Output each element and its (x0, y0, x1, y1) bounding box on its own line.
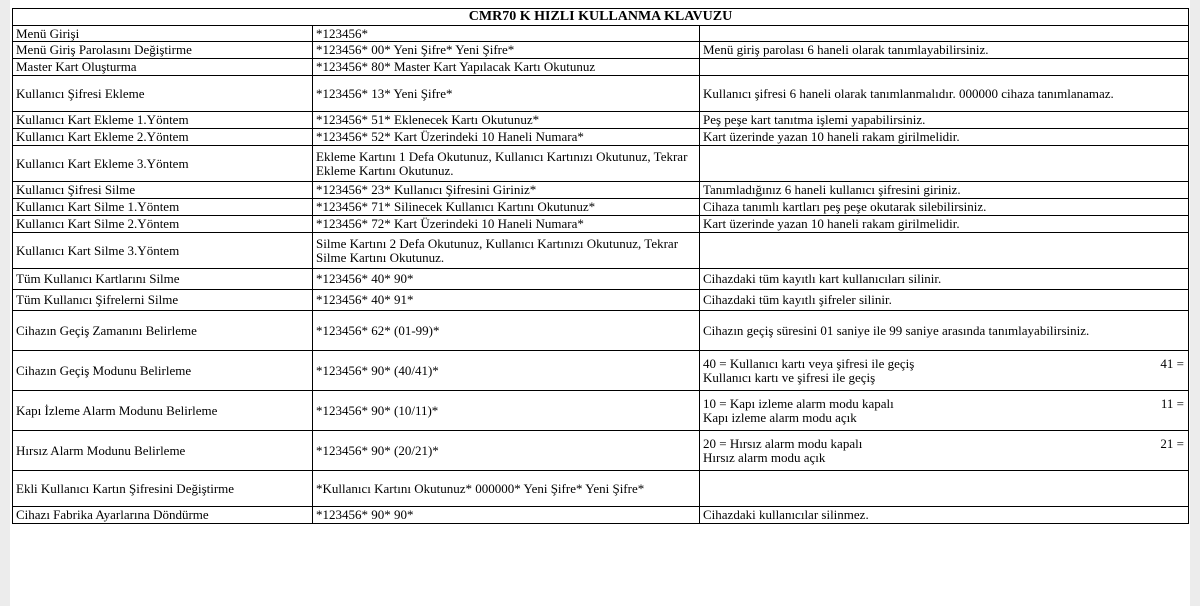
table-title: CMR70 K HIZLI KULLANMA KLAVUZU (13, 9, 1189, 26)
row-name: Menü Giriş Parolasını Değiştirme (13, 42, 313, 59)
row-code: *123456* 52* Kart Üzerindeki 10 Haneli Numara* (313, 129, 700, 146)
row-code: *Kullanıcı Kartını Okutunuz* 000000* Yeni Şifre* Yeni Şifre* (313, 471, 700, 507)
row-code: *123456* 40* 91* (313, 290, 700, 311)
row-note (700, 351, 1189, 391)
row-code: *123456* 00* Yeni Şifre* Yeni Şifre* (313, 42, 700, 59)
row-code: *123456* 40* 90* (313, 269, 700, 290)
row-code: *123456* 72* Kart Üzerindeki 10 Haneli Numara* (313, 216, 700, 233)
table-row (13, 146, 1189, 182)
mode-option-a: 10 = Kapı izleme alarm modu kapalı (703, 395, 894, 411)
row-note (700, 391, 1189, 431)
table-row (13, 269, 1189, 290)
row-code: *123456* 51* Eklenecek Kartı Okutunuz* (313, 112, 700, 129)
row-name: Kapı İzleme Alarm Modunu Belirleme (13, 391, 313, 431)
table-row (13, 42, 1189, 59)
page-margin-right (1190, 0, 1200, 606)
table-row (13, 112, 1189, 129)
row-name: Kullanıcı Kart Silme 1.Yöntem (13, 199, 313, 216)
row-note (700, 233, 1189, 269)
row-name: Kullanıcı Şifresi Ekleme (13, 76, 313, 112)
row-note: Cihazdaki kullanıcılar silinmez. (700, 507, 1189, 524)
row-code: *123456* 90* 90* (313, 507, 700, 524)
table-row (13, 507, 1189, 524)
row-note: Peş peşe kart tanıtma işlemi yapabilirsiniz. (700, 112, 1189, 129)
row-code: *123456* 71* Silinecek Kullanıcı Kartını Okutunuz* (313, 199, 700, 216)
mode-option-a: 20 = Hırsız alarm modu kapalı (703, 435, 863, 451)
mode-option-b: Kullanıcı kartı ve şifresi ile geçiş (703, 369, 876, 385)
table-row (13, 233, 1189, 269)
row-note: Kart üzerinde yazan 10 haneli rakam girilmelidir. (700, 129, 1189, 146)
table-row (13, 59, 1189, 76)
row-name: Menü Girişi (13, 26, 313, 42)
row-name: Tüm Kullanıcı Kartlarını Silme (13, 269, 313, 290)
row-name: Kullanıcı Kart Ekleme 2.Yöntem (13, 129, 313, 146)
row-note (700, 471, 1189, 507)
row-note: Tanımladığınız 6 haneli kullanıcı şifresini giriniz. (700, 182, 1189, 199)
row-code: *123456* 23* Kullanıcı Şifresini Giriniz* (313, 182, 700, 199)
row-name: Ekli Kullanıcı Kartın Şifresini Değiştirme (13, 471, 313, 507)
table-row (13, 311, 1189, 351)
row-note (700, 59, 1189, 76)
table-row (13, 182, 1189, 199)
table-row (13, 431, 1189, 471)
row-name: Kullanıcı Şifresi Silme (13, 182, 313, 199)
page-margin-left (0, 0, 10, 606)
mode-option-a: 40 = Kullanıcı kartı veya şifresi ile geçiş (703, 355, 915, 371)
row-name: Hırsız Alarm Modunu Belirleme (13, 431, 313, 471)
row-code: *123456* 62* (01-99)* (313, 311, 700, 351)
row-code: *123456* 80* Master Kart Yapılacak Kartı Okutunuz (313, 59, 700, 76)
table-row (13, 76, 1189, 112)
table-row (13, 290, 1189, 311)
row-code: *123456* 90* (10/11)* (313, 391, 700, 431)
row-code: Silme Kartını 2 Defa Okutunuz, Kullanıcı Kartınızı Okutunuz, Tekrar Silme Kartını Okutunuz. (313, 233, 700, 269)
row-name: Cihazın Geçiş Zamanını Belirleme (13, 311, 313, 351)
table-row (13, 199, 1189, 216)
row-note: Cihazın geçiş süresini 01 saniye ile 99 saniye arasında tanımlayabilirsiniz. (700, 311, 1189, 351)
row-note: Kart üzerinde yazan 10 haneli rakam girilmelidir. (700, 216, 1189, 233)
row-code: *123456* (313, 26, 700, 42)
row-code: Ekleme Kartını 1 Defa Okutunuz, Kullanıcı Kartınızı Okutunuz, Tekrar Ekleme Kartını Okutunuz. (313, 146, 700, 182)
table-row (13, 216, 1189, 233)
row-name: Kullanıcı Kart Ekleme 3.Yöntem (13, 146, 313, 182)
mode-option-b-code: 11 = (1160, 395, 1185, 411)
mode-option-b-code: 41 = (1160, 355, 1185, 371)
quick-guide-table (12, 8, 1189, 524)
row-name: Cihazı Fabrika Ayarlarına Döndürme (13, 507, 313, 524)
row-name: Kullanıcı Kart Silme 2.Yöntem (13, 216, 313, 233)
row-note (700, 26, 1189, 42)
table-row (13, 391, 1189, 431)
table-row (13, 471, 1189, 507)
row-note: Kullanıcı şifresi 6 haneli olarak tanımlanmalıdır. 000000 cihaza tanımlanamaz. (700, 76, 1189, 112)
table-row (13, 26, 1189, 42)
row-note (700, 431, 1189, 471)
row-note: Cihaza tanımlı kartları peş peşe okutarak silebilirsiniz. (700, 199, 1189, 216)
row-note: Cihazdaki tüm kayıtlı kart kullanıcıları silinir. (700, 269, 1189, 290)
row-name: Kullanıcı Kart Silme 3.Yöntem (13, 233, 313, 269)
row-name: Kullanıcı Kart Ekleme 1.Yöntem (13, 112, 313, 129)
mode-option-b: Hırsız alarm modu açık (703, 449, 826, 465)
row-name: Cihazın Geçiş Modunu Belirleme (13, 351, 313, 391)
row-code: *123456* 90* (20/21)* (313, 431, 700, 471)
row-code: *123456* 13* Yeni Şifre* (313, 76, 700, 112)
row-name: Tüm Kullanıcı Şifrelerni Silme (13, 290, 313, 311)
row-code: *123456* 90* (40/41)* (313, 351, 700, 391)
row-note (700, 146, 1189, 182)
table-row (13, 351, 1189, 391)
mode-option-b: Kapı izleme alarm modu açık (703, 409, 857, 425)
row-note: Menü giriş parolası 6 haneli olarak tanımlayabilirsiniz. (700, 42, 1189, 59)
mode-option-b-code: 21 = (1160, 435, 1185, 451)
row-name: Master Kart Oluşturma (13, 59, 313, 76)
row-note: Cihazdaki tüm kayıtlı şifreler silinir. (700, 290, 1189, 311)
table-row (13, 129, 1189, 146)
